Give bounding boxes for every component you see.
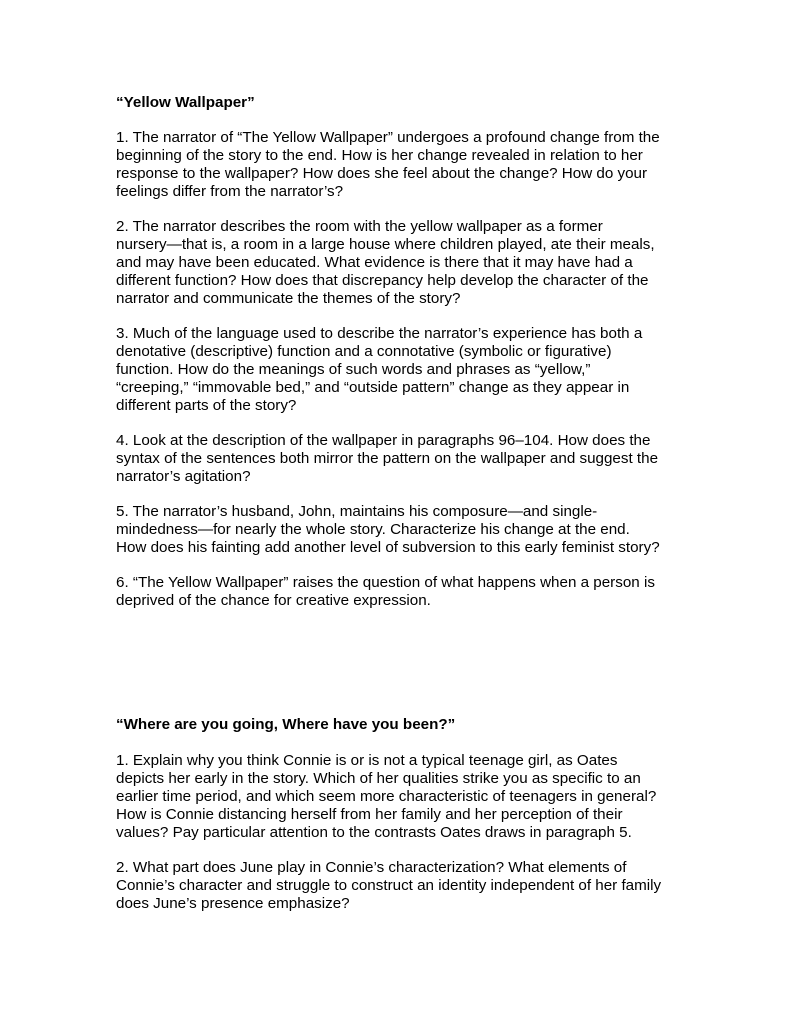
yellow-wallpaper-question-6: 6. “The Yellow Wallpaper” raises the question of what happens when a person is deprived of the chance for creative expression. (116, 574, 655, 609)
yellow-wallpaper-question-5: 5. The narrator’s husband, John, maintains his composure—and single- mindedness—for nearly the whole story. Characterize his change at the end. How does his fainting add another level of subversion to this early feminist story? (116, 503, 660, 556)
section-title-closing-quote: ” (247, 94, 255, 111)
section-title-where-are-you-going: “Where are you going, Where have you been?” (116, 716, 456, 733)
yellow-wallpaper-question-1: 1. The narrator of “The Yellow Wallpaper” undergoes a profound change from the beginning of the story to the end. How is her change revealed in relation to her response to the wallpaper? How does she feel about the change? How do your feelings differ from the narrator’s? (116, 129, 660, 200)
where-are-you-going-question-1: 1. Explain why you think Connie is or is not a typical teenage girl, as Oates depicts her early in the story. Which of her qualities strike you as specific to an earlier time period, and which seem more characteristic of teenagers in general? How is Connie distancing herself from her family and her perception of their values? Pay particular attention to the contrasts Oates draws in paragraph 5. (116, 752, 657, 841)
section-title-yellow-wallpaper (116, 94, 255, 112)
where-are-you-going-question-2: 2. What part does June play in Connie’s characterization? What elements of Connie’s character and struggle to construct an identity independent of her family does June’s presence emphasize? (116, 859, 662, 912)
yellow-wallpaper-question-2: 2. The narrator describes the room with the yellow wallpaper as a former nursery—that is, a room in a large house where children played, ate their meals, and may have been educated. What evidence is there that it may have had a different function? How does that discrepancy help develop the character of the narrator and communicate the themes of the story? (116, 218, 655, 307)
section-title-bold-part: “Yellow Wallpaper (116, 94, 248, 111)
yellow-wallpaper-question-4: 4. Look at the description of the wallpaper in paragraphs 96–104. How does the syntax of the sentences both mirror the pattern on the wallpaper and suggest the narrator’s agitation? (116, 432, 659, 485)
yellow-wallpaper-question-3: 3. Much of the language used to describe the narrator’s experience has both a denotative (descriptive) function and a connotative (symbolic or figurative) function. How do the meanings of such words and phrases as “yellow,” “creeping,” “immovable bed,” and “outside pattern” change as they appear in different parts of the story? (116, 325, 643, 414)
